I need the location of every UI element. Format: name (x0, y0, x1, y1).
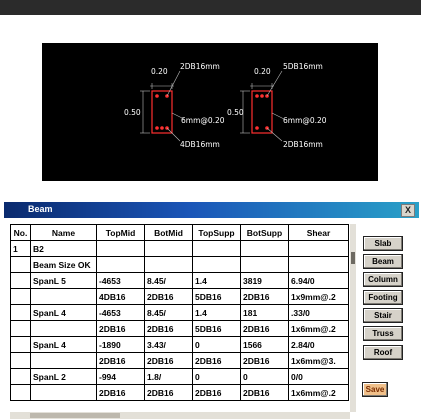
table-cell[interactable] (11, 369, 31, 385)
table-cell[interactable]: 6.94/0 (289, 273, 349, 289)
table-cell[interactable]: 2.84/0 (289, 337, 349, 353)
table-cell[interactable] (241, 241, 289, 257)
table-cell[interactable]: 2DB16 (97, 385, 145, 401)
horizontal-scrollbar[interactable] (10, 412, 350, 419)
table-row[interactable] (11, 369, 349, 385)
column-header-no[interactable]: No. (11, 225, 31, 241)
close-icon[interactable]: X (401, 204, 415, 217)
table-cell[interactable]: 3.43/ (145, 337, 193, 353)
table-cell[interactable] (145, 257, 193, 273)
table-cell[interactable]: -4653 (97, 305, 145, 321)
table-cell[interactable]: -994 (97, 369, 145, 385)
table-header-row (11, 225, 349, 241)
section-2-height: 0.50 (227, 108, 244, 117)
table-cell[interactable] (241, 257, 289, 273)
table-cell[interactable]: 1x6mm@.2 (289, 321, 349, 337)
table-cell[interactable]: 2DB16 (145, 321, 193, 337)
top-bar (0, 0, 421, 15)
table-cell[interactable] (31, 353, 97, 369)
table-cell[interactable] (289, 241, 349, 257)
table-cell[interactable]: -1890 (97, 337, 145, 353)
table-cell[interactable]: 5DB16 (193, 321, 241, 337)
table-cell[interactable]: 2DB16 (241, 353, 289, 369)
table-cell[interactable]: 0 (193, 337, 241, 353)
table-cell[interactable] (11, 385, 31, 401)
table-cell[interactable]: 0/0 (289, 369, 349, 385)
section-1-height: 0.50 (124, 108, 141, 117)
table-row[interactable] (11, 241, 349, 257)
table-cell[interactable] (11, 289, 31, 305)
table-cell[interactable] (193, 241, 241, 257)
table-row[interactable] (11, 337, 349, 353)
table-body (11, 241, 349, 401)
table-cell[interactable] (97, 257, 145, 273)
table-cell[interactable]: 0 (193, 369, 241, 385)
vertical-scroll-thumb[interactable] (351, 252, 355, 264)
table-cell[interactable]: 1x6mm@3. (289, 353, 349, 369)
save-button[interactable]: Save (362, 382, 388, 397)
window-client (4, 218, 419, 419)
table-cell[interactable] (193, 257, 241, 273)
table-cell[interactable]: 4DB16 (97, 289, 145, 305)
window-title: Beam (28, 204, 53, 214)
table-cell[interactable]: 181 (241, 305, 289, 321)
table-cell[interactable] (31, 385, 97, 401)
table-cell[interactable]: 0 (241, 369, 289, 385)
table-row[interactable] (11, 257, 349, 273)
table-cell[interactable]: 2DB16 (193, 385, 241, 401)
table-cell[interactable] (11, 353, 31, 369)
beam-window (0, 202, 421, 419)
table-cell[interactable]: SpanL 4 (31, 305, 97, 321)
section-1-stirrup: 6mm@0.20 (181, 116, 225, 125)
section-1 (124, 62, 225, 149)
table-cell[interactable]: 1.8/ (145, 369, 193, 385)
table-cell[interactable]: 2DB16 (97, 353, 145, 369)
section-2 (227, 62, 327, 149)
table-cell[interactable] (97, 241, 145, 257)
section-1-width: 0.20 (151, 67, 168, 76)
table-cell[interactable] (11, 321, 31, 337)
beam-table (10, 224, 349, 401)
column-header-botsupp[interactable]: BotSupp (241, 225, 289, 241)
table-cell[interactable] (11, 257, 31, 273)
table-cell[interactable] (11, 273, 31, 289)
table-cell[interactable]: 1 (11, 241, 31, 257)
table-cell[interactable]: 2DB16 (241, 385, 289, 401)
roof-button[interactable]: Roof (363, 345, 403, 360)
footing-button[interactable]: Footing (363, 290, 403, 305)
table-cell[interactable]: 3819 (241, 273, 289, 289)
window-titlebar[interactable] (4, 202, 419, 218)
table-cell[interactable]: 2DB16 (145, 289, 193, 305)
column-header-topmid[interactable]: TopMid (97, 225, 145, 241)
stair-button[interactable]: Stair (363, 308, 403, 323)
table-cell[interactable]: 1x9mm@.2 (289, 289, 349, 305)
table-cell[interactable]: 2DB16 (97, 321, 145, 337)
table-row[interactable] (11, 289, 349, 305)
table-cell[interactable] (11, 337, 31, 353)
section-2-stirrup: 6mm@0.20 (283, 116, 327, 125)
table-row[interactable] (11, 273, 349, 289)
table-cell[interactable]: 5DB16 (193, 289, 241, 305)
column-header-topsupp[interactable]: TopSupp (193, 225, 241, 241)
table-cell[interactable]: 2DB16 (193, 353, 241, 369)
table-cell[interactable]: 1x6mm@.2 (289, 385, 349, 401)
table-row[interactable] (11, 353, 349, 369)
section-2-bottom-bar: 2DB16mm (283, 140, 323, 149)
table-cell[interactable] (145, 241, 193, 257)
table-cell[interactable]: SpanL 4 (31, 337, 97, 353)
table-cell[interactable]: 2DB16 (241, 321, 289, 337)
column-button[interactable]: Column (363, 272, 403, 287)
column-header-shear[interactable]: Shear (289, 225, 349, 241)
table-cell[interactable]: 1.4 (193, 273, 241, 289)
table-cell[interactable]: 8.45/ (145, 305, 193, 321)
section-2-top-bar: 5DB16mm (283, 62, 323, 71)
table-cell[interactable]: B2 (31, 241, 97, 257)
table-row[interactable] (11, 305, 349, 321)
section-1-top-bar: 2DB16mm (180, 62, 220, 71)
table-cell[interactable]: 1566 (241, 337, 289, 353)
column-header-name[interactable]: Name (31, 225, 97, 241)
horizontal-scroll-thumb[interactable] (30, 413, 120, 418)
table-cell[interactable]: 8.45/ (145, 273, 193, 289)
table-cell[interactable]: SpanL 5 (31, 273, 97, 289)
vertical-scrollbar[interactable] (350, 224, 356, 412)
beam-section-drawing (42, 43, 378, 181)
section-2-width: 0.20 (254, 67, 271, 76)
beam-button[interactable]: Beam (363, 254, 403, 269)
section-1-bottom-bar: 4DB16mm (180, 140, 220, 149)
table-cell[interactable]: 2DB16 (145, 385, 193, 401)
table-cell[interactable] (31, 289, 97, 305)
table-cell[interactable]: SpanL 2 (31, 369, 97, 385)
table-row[interactable] (11, 321, 349, 337)
table-cell[interactable]: 1.4 (193, 305, 241, 321)
table-cell[interactable] (11, 305, 31, 321)
table-cell[interactable]: -4653 (97, 273, 145, 289)
truss-button[interactable]: Truss (363, 326, 403, 341)
table-cell[interactable] (289, 257, 349, 273)
slab-button[interactable]: Slab (363, 236, 403, 251)
table-row[interactable] (11, 385, 349, 401)
table-cell[interactable]: 2DB16 (241, 289, 289, 305)
table-cell[interactable]: .33/0 (289, 305, 349, 321)
table-cell[interactable]: Beam Size OK (31, 257, 97, 273)
column-header-botmid[interactable]: BotMid (145, 225, 193, 241)
beam-table-container (10, 224, 350, 415)
table-cell[interactable]: 2DB16 (145, 353, 193, 369)
table-cell[interactable] (31, 321, 97, 337)
